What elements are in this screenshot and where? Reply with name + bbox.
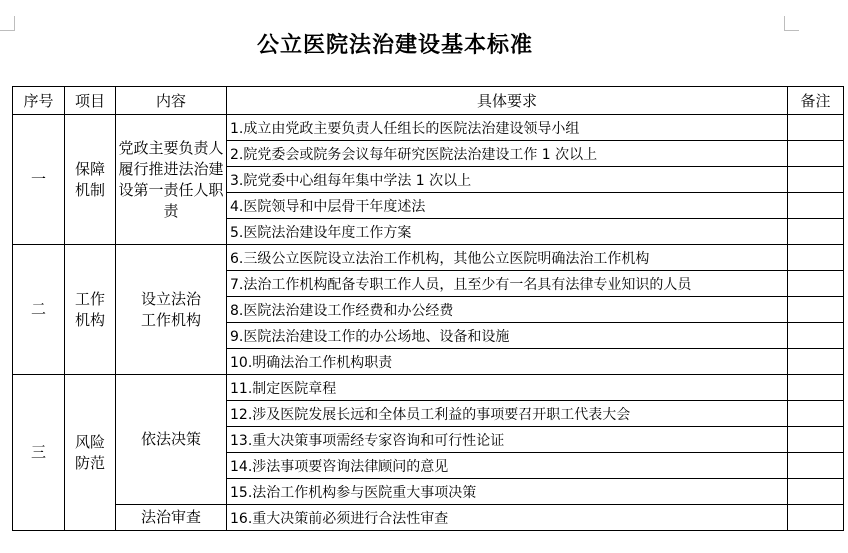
requirement-cell: 16.重大决策前必须进行合法性审查 bbox=[227, 505, 788, 531]
section-seq: 三 bbox=[13, 375, 65, 531]
requirement-cell: 11.制定医院章程 bbox=[227, 375, 788, 401]
section-item bbox=[65, 245, 116, 375]
content-cell bbox=[116, 245, 227, 375]
note-cell bbox=[788, 427, 844, 453]
note-cell bbox=[788, 505, 844, 531]
note-cell bbox=[788, 323, 844, 349]
table-row bbox=[13, 245, 844, 271]
header-item: 项目 bbox=[65, 87, 116, 115]
section-item-label: 保障机制 bbox=[74, 159, 105, 199]
document-title: 公立医院法治建设基本标准 bbox=[256, 33, 533, 58]
requirement-cell: 14.涉法事项要咨询法律顾问的意见 bbox=[227, 453, 788, 479]
note-cell bbox=[788, 349, 844, 375]
requirement-cell: 15.法治工作机构参与医院重大事项决策 bbox=[227, 479, 788, 505]
header-note: 备注 bbox=[788, 87, 844, 115]
note-cell bbox=[788, 115, 844, 141]
note-cell bbox=[788, 193, 844, 219]
requirement-cell: 4.医院领导和中层骨干年度述法 bbox=[227, 193, 788, 219]
section-item bbox=[65, 115, 116, 245]
requirement-cell: 2.院党委会或院务会议每年研究医院法治建设工作 1 次以上 bbox=[227, 141, 788, 167]
note-cell bbox=[788, 141, 844, 167]
requirement-cell: 7.法治工作机构配备专职工作人员，且至少有一名具有法律专业知识的人员 bbox=[227, 271, 788, 297]
content-label: 设立法治工作机构 bbox=[140, 289, 201, 329]
section-seq: 一 bbox=[13, 115, 65, 245]
requirement-cell: 9.医院法治建设工作的办公场地、设备和设施 bbox=[227, 323, 788, 349]
content-cell: 法治审查 bbox=[116, 505, 227, 531]
requirement-cell: 6.三级公立医院设立法治工作机构，其他公立医院明确法治工作机构 bbox=[227, 245, 788, 271]
note-cell bbox=[788, 401, 844, 427]
header-seq: 序号 bbox=[13, 87, 65, 115]
requirement-cell: 13.重大决策事项需经专家咨询和可行性论证 bbox=[227, 427, 788, 453]
requirement-cell: 3.院党委中心组每年集中学法 1 次以上 bbox=[227, 167, 788, 193]
table-row bbox=[13, 375, 844, 401]
note-cell bbox=[788, 219, 844, 245]
section-item-label: 风险防范 bbox=[74, 432, 105, 472]
table-row bbox=[13, 115, 844, 141]
note-cell bbox=[788, 479, 844, 505]
requirement-cell: 1.成立由党政主要负责人任组长的医院法治建设领导小组 bbox=[227, 115, 788, 141]
standards-table bbox=[12, 86, 844, 531]
note-cell bbox=[788, 245, 844, 271]
header-content: 内容 bbox=[116, 87, 227, 115]
note-cell bbox=[788, 453, 844, 479]
section-item-label: 工作机构 bbox=[74, 289, 105, 329]
section-seq: 二 bbox=[13, 245, 65, 375]
note-cell bbox=[788, 271, 844, 297]
section-item bbox=[65, 375, 116, 531]
content-cell: 党政主要负责人履行推进法治建设第一责任人职责 bbox=[116, 115, 227, 245]
header-row bbox=[13, 87, 844, 115]
content-cell: 依法决策 bbox=[116, 375, 227, 505]
table-row bbox=[13, 505, 844, 531]
requirement-cell: 10.明确法治工作机构职责 bbox=[227, 349, 788, 375]
requirement-cell: 5.医院法治建设年度工作方案 bbox=[227, 219, 788, 245]
note-cell bbox=[788, 375, 844, 401]
requirement-cell: 12.涉及医院发展长远和全体员工利益的事项要召开职工代表大会 bbox=[227, 401, 788, 427]
note-cell bbox=[788, 167, 844, 193]
note-cell bbox=[788, 297, 844, 323]
requirement-cell: 8.医院法治建设工作经费和办公经费 bbox=[227, 297, 788, 323]
header-requirement: 具体要求 bbox=[227, 87, 788, 115]
